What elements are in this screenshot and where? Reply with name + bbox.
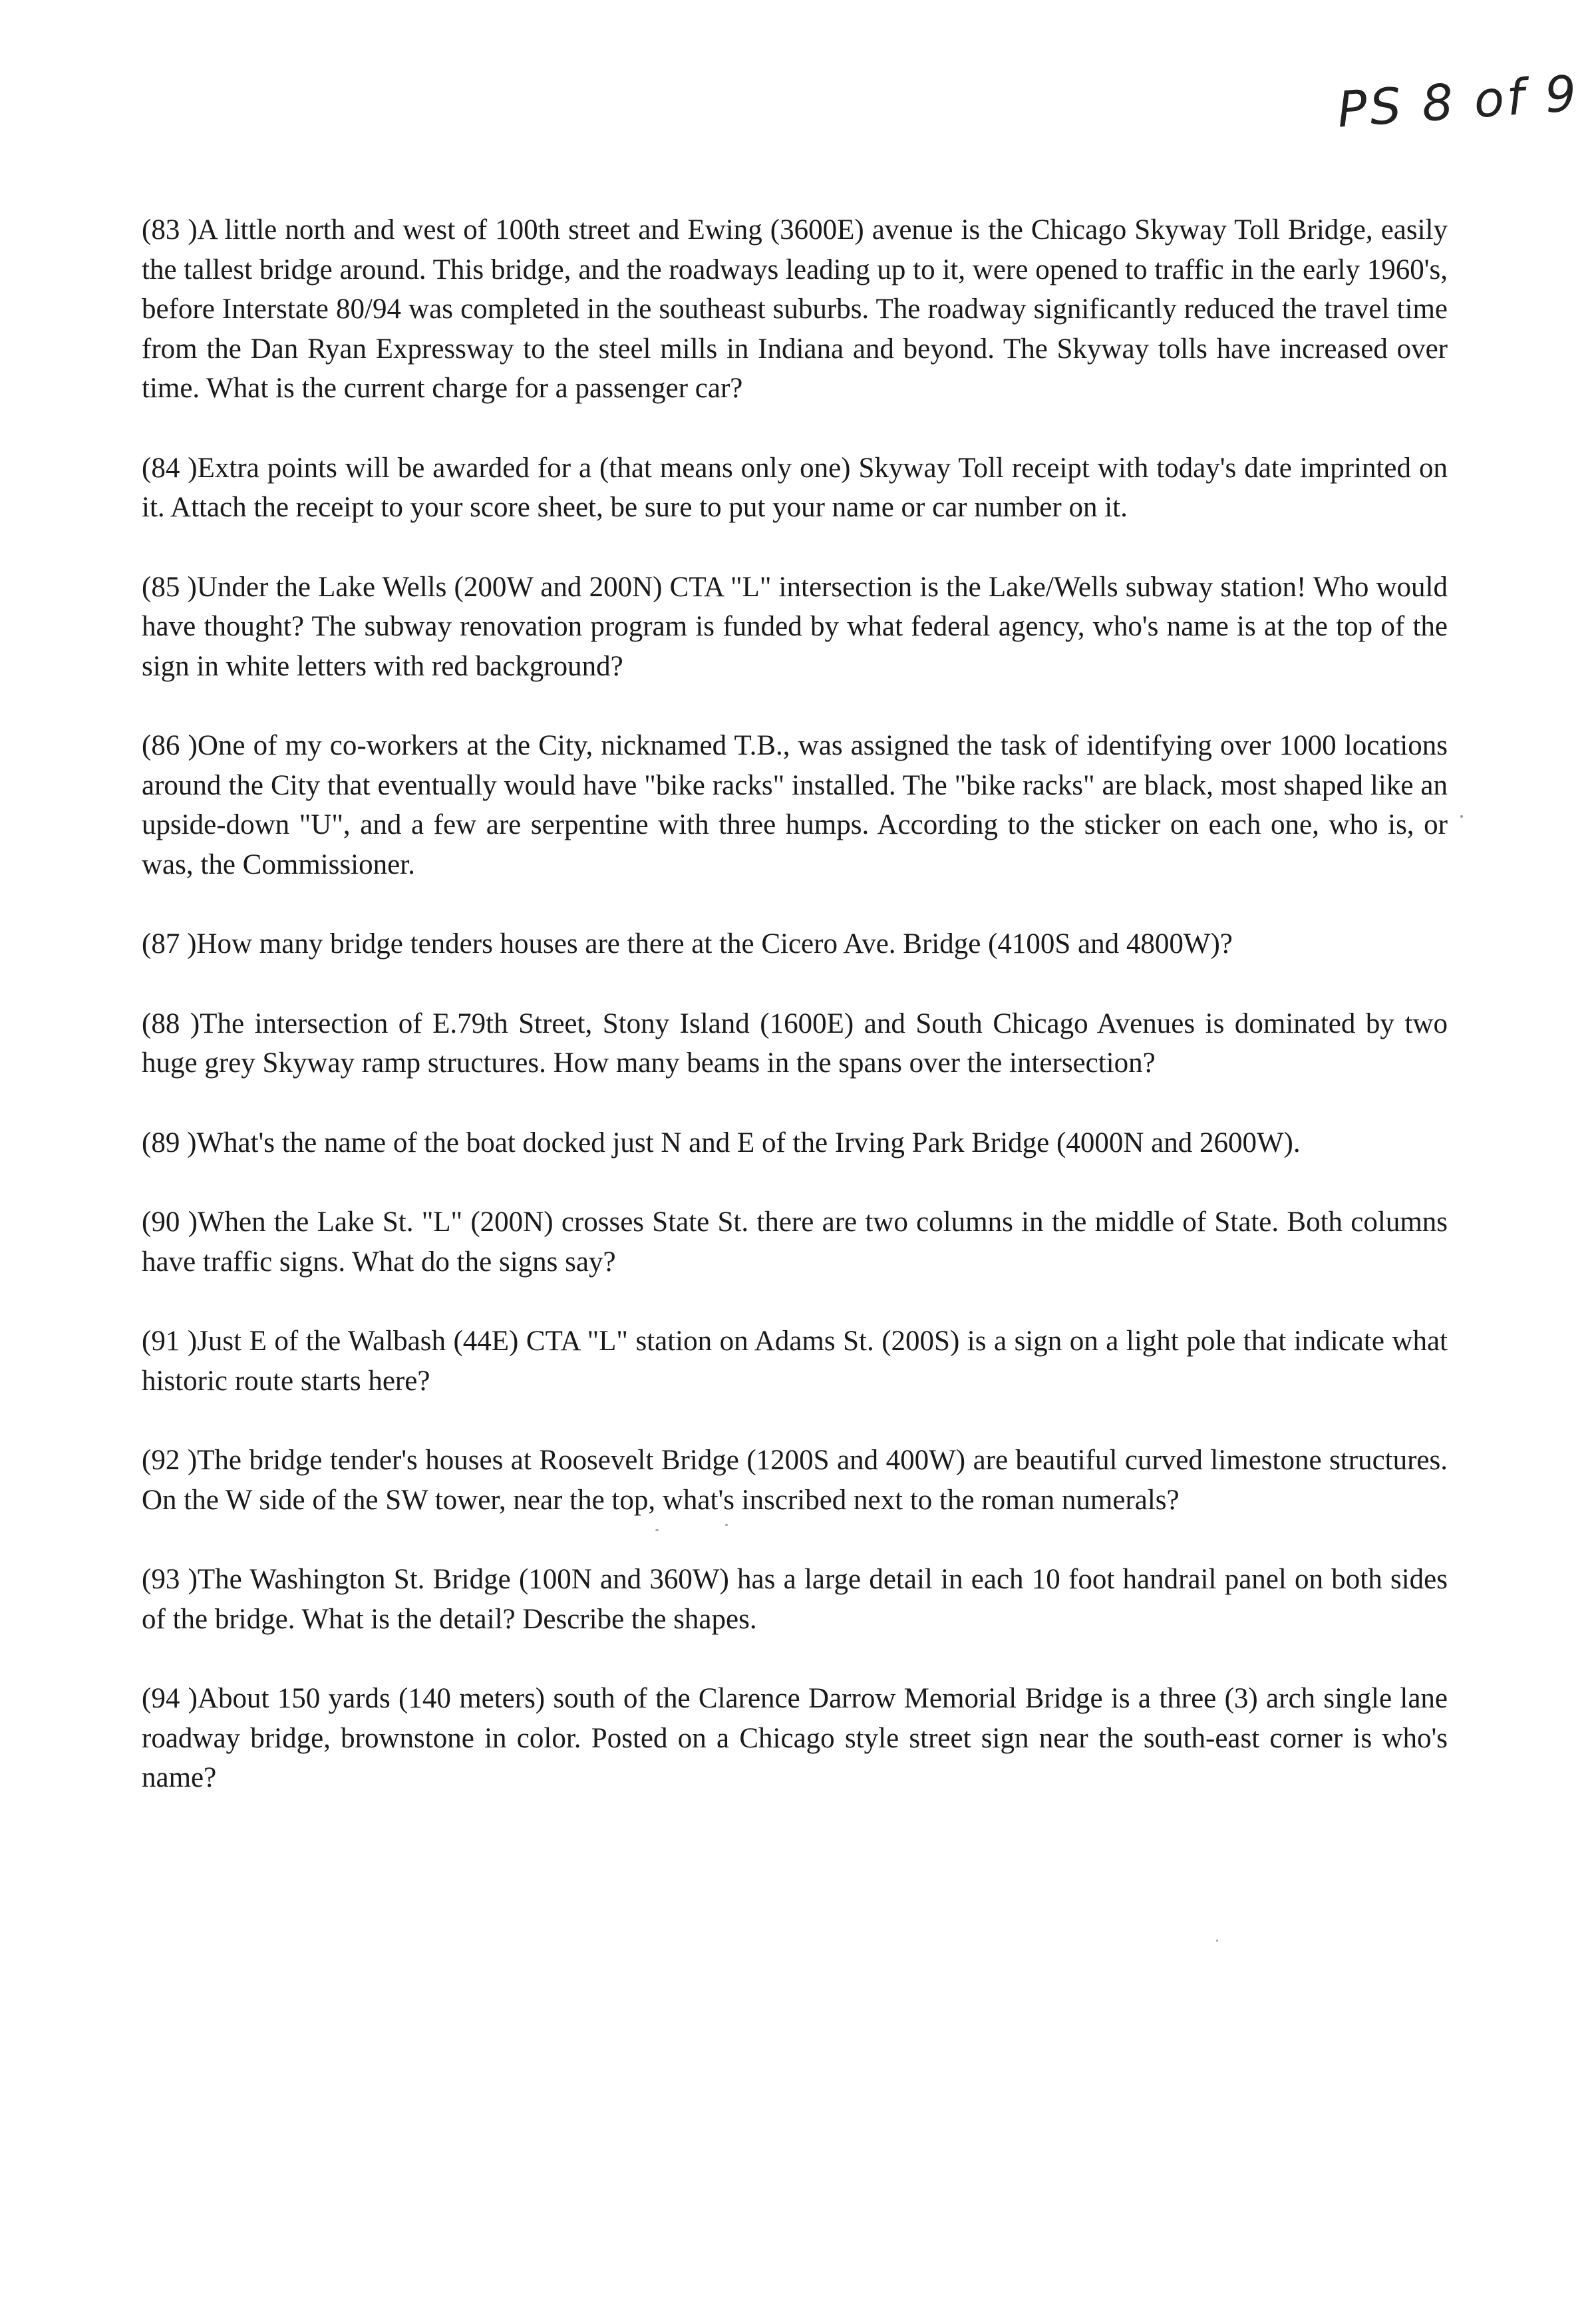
handwritten-page-mark: PS 8 of 9 (1335, 65, 1581, 139)
question-89: (89 )What's the name of the boat docked just N and E of the Irving Park Bridge (4000N and 2600W). (142, 1127, 1301, 1158)
question-list (142, 210, 1448, 1798)
question-91: (91 )Just E of the Walbash (44E) CTA "L" station on Adams St. (200S) is a sign on a light pole that indicate what historic route starts here? (142, 1326, 1448, 1397)
question-92: (92 )The bridge tender's houses at Roosevelt Bridge (1200S and 400W) are beautiful curved limestone structures. On the W side of the SW tower, near the top, what's inscribed next to the roman numerals? (142, 1445, 1448, 1516)
scan-speck (725, 1524, 728, 1526)
scan-speck (1460, 815, 1463, 818)
scan-speck (1216, 1940, 1218, 1942)
question-88: (88 )The intersection of E.79th Street, Stony Island (1600E) and South Chicago Avenues is dominated by two huge grey Skyway ramp structures. How many beams in the spans over the intersection? (142, 1007, 1448, 1079)
question-86: (86 )One of my co-workers at the City, nicknamed T.B., was assigned the task of identifying over 1000 locations around the City that eventually would have "bike racks" installed. The "bike racks" are black, most shaped like an upside-down "U", and a few are serpentine with three humps. According to the sticker on each one, who is, or was, the Commissioner. (142, 730, 1448, 880)
question-83: (83 )A little north and west of 100th street and Ewing (3600E) avenue is the Chicago Skyway Toll Bridge, easily the tallest bridge around. This bridge, and the roadways leading up to it, were opened to traffic in the early 1960's, before Interstate 80/94 was completed in the southeast suburbs. The roadway significantly reduced the travel time from the Dan Ryan Expressway to the steel mills in Indiana and beyond. The Skyway tolls have increased over time. What is the current charge for a passenger car? (142, 214, 1448, 404)
question-87: (87 )How many bridge tenders houses are there at the Cicero Ave. Bridge (4100S and 4800W)? (142, 928, 1233, 960)
question-90: (90 )When the Lake St. "L" (200N) crosses State St. there are two columns in the middle of State. Both columns have traffic signs. What do the signs say? (142, 1206, 1448, 1278)
scan-speck (655, 1529, 659, 1531)
question-84: (84 )Extra points will be awarded for a (that means only one) Skyway Toll receipt with today's date imprinted on it. Attach the receipt to your score sheet, be sure to put your name or car number on it. (142, 452, 1448, 523)
question-85: (85 )Under the Lake Wells (200W and 200N) CTA "L" intersection is the Lake/Wells subway station! Who would have thought? The subway renovation program is funded by what federal agency, who's name is at the top of the sign in white letters with red background? (142, 571, 1448, 682)
question-94: (94 )About 150 yards (140 meters) south of the Clarence Darrow Memorial Bridge is a three (3) arch single lane roadway bridge, brownstone in color. Posted on a Chicago style street sign near the south-east corner is who's name? (142, 1683, 1448, 1793)
question-93: (93 )The Washington St. Bridge (100N and 360W) has a large detail in each 10 foot handrail panel on both sides of the bridge. What is the detail? Describe the shapes. (142, 1564, 1448, 1635)
